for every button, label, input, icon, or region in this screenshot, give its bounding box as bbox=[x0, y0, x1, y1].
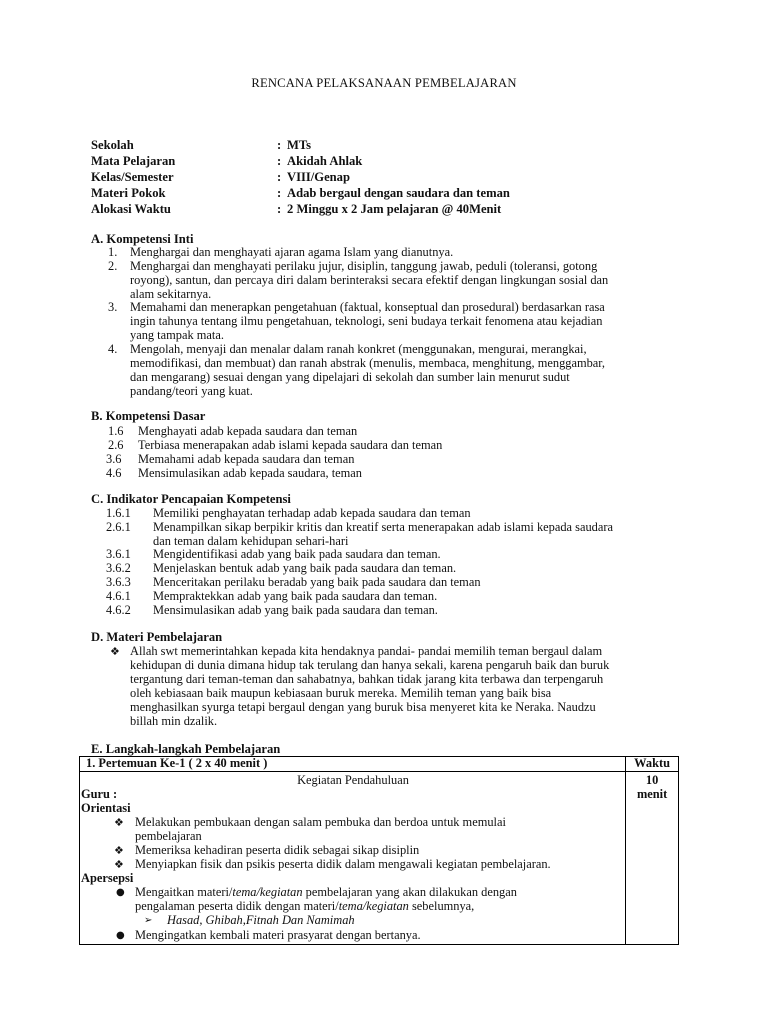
waktu-header-cell bbox=[626, 757, 679, 772]
orientasi-label: Orientasi bbox=[81, 801, 131, 815]
ki-item-4-line-3: dan mengarang) sesuai dengan yang dipelajari di sekolah dan sumber lain menurut sudut bbox=[130, 370, 570, 384]
ki-item-4-line-1: Mengolah, menyaji dan menalar dalam ranah konkret (menggunakan, mengurai, merangkai, bbox=[130, 342, 587, 356]
ki-item-3-line-2: ingin tahunya tentang ilmu pengetahuan, teknologi, seni budaya terkait fenomena atau kejadian bbox=[130, 314, 603, 328]
ipk-number: 3.6.3 bbox=[106, 575, 131, 589]
ki-number: 4. bbox=[108, 342, 118, 356]
ipk-number: 1.6.1 bbox=[106, 506, 131, 520]
section-heading-ki: A. Kompetensi Inti bbox=[91, 232, 194, 246]
meeting-title: 1. Pertemuan Ke-1 ( 2 x 40 menit ) bbox=[86, 756, 268, 770]
ipk-item: Memiliki penghayatan terhadap adab kepada saudara dan teman bbox=[153, 506, 471, 520]
ipk-number: 4.6.2 bbox=[106, 603, 131, 617]
section-heading-materi: D. Materi Pembelajaran bbox=[91, 630, 223, 644]
ipk-number: 3.6.1 bbox=[106, 547, 131, 561]
ipk-number: 3.6.2 bbox=[106, 561, 131, 575]
ki-item-2-line-1: Menghargai dan menghayati perilaku jujur, disiplin, tanggung jawab, peduli (toleransi, gotong bbox=[130, 259, 598, 273]
ki-number: 3. bbox=[108, 300, 118, 314]
apersepsi-item-1-cont: pengalaman peserta didik dengan materi/tema/kegiatan sebelumnya, bbox=[135, 899, 475, 913]
diamond-bullet-icon: ❖ bbox=[114, 858, 124, 871]
ki-number: 2. bbox=[108, 259, 118, 273]
ipk-item: Mengidentifikasi adab yang baik pada saudara dan teman. bbox=[153, 547, 441, 561]
apersepsi-label: Apersepsi bbox=[81, 871, 134, 885]
apersepsi-item-2: Mengingatkan kembali materi prasyarat dengan bertanya. bbox=[135, 928, 421, 942]
ipk-number: 2.6.1 bbox=[106, 520, 131, 534]
kd-item: Memahami adab kepada saudara dan teman bbox=[138, 452, 355, 466]
diamond-bullet-icon: ❖ bbox=[114, 816, 124, 829]
kd-number: 1.6 bbox=[108, 424, 124, 438]
ki-number: 1. bbox=[108, 245, 118, 259]
waktu-unit: menit bbox=[636, 787, 668, 801]
kd-item: Menghayati adab kepada saudara dan teman bbox=[138, 424, 358, 438]
ipk-item: Mensimulasikan adab yang baik pada saudara dan teman. bbox=[153, 603, 438, 617]
materi-line-3: tergantung dari teman-teman dan sahabatnya, bahkan tidak jarang kita terbawa dan terpengaruh bbox=[130, 672, 604, 686]
waktu-cell bbox=[626, 772, 679, 945]
identity-row-kelas: Kelas/Semester : VIII/Genap bbox=[91, 170, 350, 184]
ki-item-3-line-1: Memahami dan menerapkan pengetahuan (faktual, konseptual dan prosedural) berdasarkan rasa bbox=[130, 300, 605, 314]
ipk-number: 4.6.1 bbox=[106, 589, 131, 603]
orientasi-item-2: Memeriksa kehadiran peserta didik sebagai sikap disiplin bbox=[135, 843, 420, 857]
arrow-bullet-icon: ➢ bbox=[144, 915, 153, 926]
section-heading-langkah: E. Langkah-langkah Pembelajaran bbox=[91, 742, 281, 756]
kd-number: 4.6 bbox=[106, 466, 122, 480]
kd-item: Terbiasa menerapakan adab islami kepada saudara dan teman bbox=[138, 438, 443, 452]
sub-topics: Hasad, Ghibah,Fitnah Dan Namimah bbox=[167, 913, 355, 927]
orientasi-item-1: Melakukan pembukaan dengan salam pembuka dan berdoa untuk memulai bbox=[135, 815, 506, 829]
kegiatan-cell bbox=[80, 772, 626, 945]
orientasi-item-1-cont: pembelajaran bbox=[135, 829, 202, 843]
guru-label: Guru : bbox=[81, 787, 118, 801]
apersepsi-item-1: Mengaitkan materi/tema/kegiatan pembelajaran yang akan dilakukan dengan bbox=[135, 885, 517, 899]
waktu-value: 10 bbox=[645, 773, 659, 787]
bullet-icon: ● bbox=[116, 887, 125, 898]
ki-item-2-line-2: royong), santun, dan percaya diri dalam berinteraksi secara efektif dengan lingkungan sosial dan bbox=[130, 273, 609, 287]
kd-number: 2.6 bbox=[108, 438, 124, 452]
bullet-icon: ● bbox=[116, 930, 125, 941]
ki-item-4-line-2: memodifikasi, dan membuat) dan ranah abstrak (menulis, membaca, menghitung, menggambar, bbox=[130, 356, 606, 370]
identity-row-mapel: Mata Pelajaran : Akidah Ahlak bbox=[91, 154, 363, 168]
section-heading-ipk: C. Indikator Pencapaian Kompetensi bbox=[91, 492, 291, 506]
identity-row-sekolah: Sekolah : MTs bbox=[91, 138, 312, 152]
ipk-item: Mempraktekkan adab yang baik pada saudara dan teman. bbox=[153, 589, 438, 603]
identity-row-materi: Materi Pokok : Adab bergaul dengan saudara dan teman bbox=[91, 186, 510, 200]
ipk-item: Menjelaskan bentuk adab yang baik pada saudara dan teman. bbox=[153, 561, 457, 575]
diamond-bullet-icon: ❖ bbox=[110, 645, 120, 658]
ki-item-1: Menghargai dan menghayati ajaran agama Islam yang dianutnya. bbox=[130, 245, 454, 259]
ipk-item: Menceritakan perilaku beradab yang baik pada saudara dan teman bbox=[153, 575, 481, 589]
kd-item: Mensimulasikan adab kepada saudara, teman bbox=[138, 466, 362, 480]
kd-number: 3.6 bbox=[106, 452, 122, 466]
materi-line-6: billah min dzalik. bbox=[130, 714, 218, 728]
ki-item-4-line-4: pandang/teori yang kuat. bbox=[130, 384, 253, 398]
section-heading-kd: B. Kompetensi Dasar bbox=[91, 409, 206, 423]
materi-line-5: menghasilkan syurga tetapi bergaul dengan yang buruk bisa menyeret kita ke Neraka. Naudzu bbox=[130, 700, 596, 714]
materi-line-1: Allah swt memerintahkan kepada kita hendaknya pandai- pandai memilih teman bergaul dalam bbox=[130, 644, 603, 658]
meeting-header-cell bbox=[80, 757, 626, 772]
materi-line-2: kehidupan di dunia dimana hidup tak terulang dan hanya sekali, karena pengaruh baik dan buruk bbox=[130, 658, 610, 672]
langkah-table bbox=[79, 756, 679, 945]
kegiatan-heading: Kegiatan Pendahuluan bbox=[297, 773, 409, 787]
ipk-item-cont: dan teman dalam kehidupan sehari-hari bbox=[153, 534, 349, 548]
waktu-header: Waktu bbox=[634, 756, 670, 770]
ki-item-2-line-3: alam sekitarnya. bbox=[130, 287, 212, 301]
materi-line-4: oleh kebiasaan baik maupun kebiasaan buruk mereka. Memilih teman yang baik bisa bbox=[130, 686, 552, 700]
document-title: RENCANA PELAKSANAAN PEMBELAJARAN bbox=[251, 76, 517, 90]
ki-item-3-line-3: yang tampak mata. bbox=[130, 328, 224, 342]
diamond-bullet-icon: ❖ bbox=[114, 844, 124, 857]
ipk-item: Menampilkan sikap berpikir kritis dan kreatif serta menerapakan adab islami kepada saudara bbox=[153, 520, 613, 534]
identity-row-alokasi: Alokasi Waktu : 2 Minggu x 2 Jam pelajaran @ 40Menit bbox=[91, 202, 502, 216]
orientasi-item-3: Menyiapkan fisik dan psikis peserta didik dalam mengawali kegiatan pembelajaran. bbox=[135, 857, 551, 871]
